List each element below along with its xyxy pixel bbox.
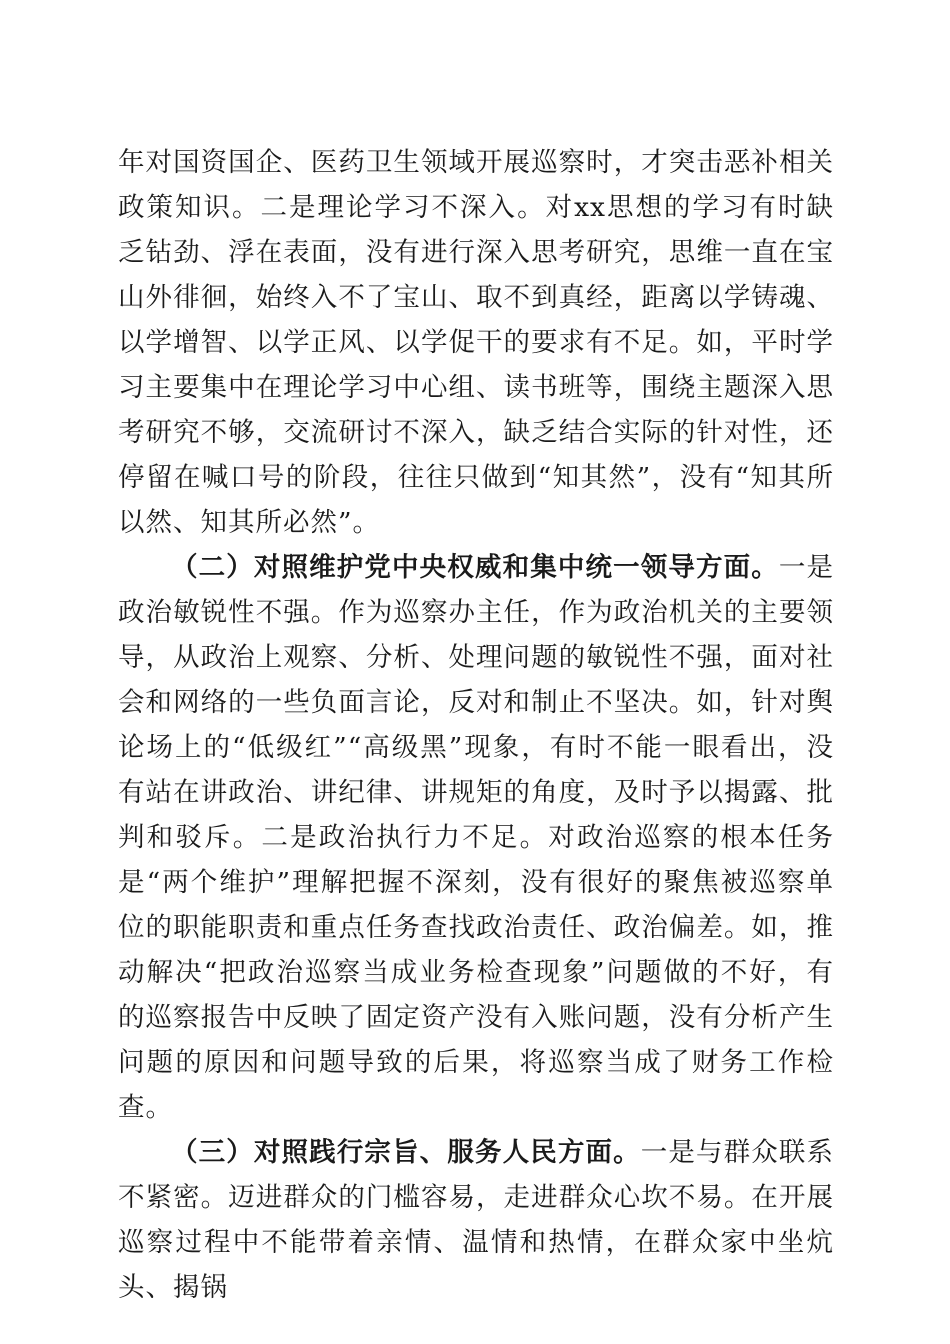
document-body <box>118 140 834 1310</box>
section-2-heading: （二）对照维护党中央权威和集中统一领导方面。 <box>171 552 779 583</box>
section-3-heading: （三）对照践行宗旨、服务人民方面。 <box>171 1137 641 1168</box>
section-2-body: 一是政治敏锐性不强。作为巡察办主任，作为政治机关的主要领导，从政治上观察、分析、处理问题的敏锐性不强，面对社会和网络的一些负面言论，反对和制止不坚决。如，针对舆论场上的“低级红”“高级黑”现象，有时不能一眼看出，没有站在讲政治、讲纪律、讲规矩的角度，及时予以揭露、批判和驳斥。二是政治执行力不足。对政治巡察的根本任务是“两个维护”理解把握不深刻，没有很好的聚焦被巡察单位的职能职责和重点任务查找政治责任、政治偏差。如，推动解决“把政治巡察当成业务检查现象”问题做的不好，有的巡察报告中反映了固定资产没有入账问题，没有分析产生问题的原因和问题导致的后果，将巡察当成了财务工作检查。 <box>118 552 835 1123</box>
section-2-paragraph <box>118 545 834 1130</box>
paragraph-1-text: 年对国资国企、医药卫生领域开展巡察时，才突击恶补相关政策知识。二是理论学习不深入。对xx思想的学习有时缺乏钻劲、浮在表面，没有进行深入思考研究，思维一直在宝山外徘徊，始终入不了宝山、取不到真经，距离以学铸魂、以学增智、以学正风、以学促干的要求有不足。如，平时学习主要集中在理论学习中心组、读书班等，围绕主题深入思考研究不够，交流研讨不深入，缺乏结合实际的针对性，还停留在喊口号的阶段，往往只做到“知其然”，没有“知其所以然、知其所必然”。 <box>118 147 834 538</box>
paragraph-continuation <box>118 140 834 545</box>
section-3-paragraph <box>118 1130 834 1310</box>
section-3-body: 一是与群众联系不紧密。迈进群众的门槛容易，走进群众心坎不易。在开展巡察过程中不能带着亲情、温情和热情，在群众家中坐炕头、揭锅 <box>118 1137 835 1303</box>
